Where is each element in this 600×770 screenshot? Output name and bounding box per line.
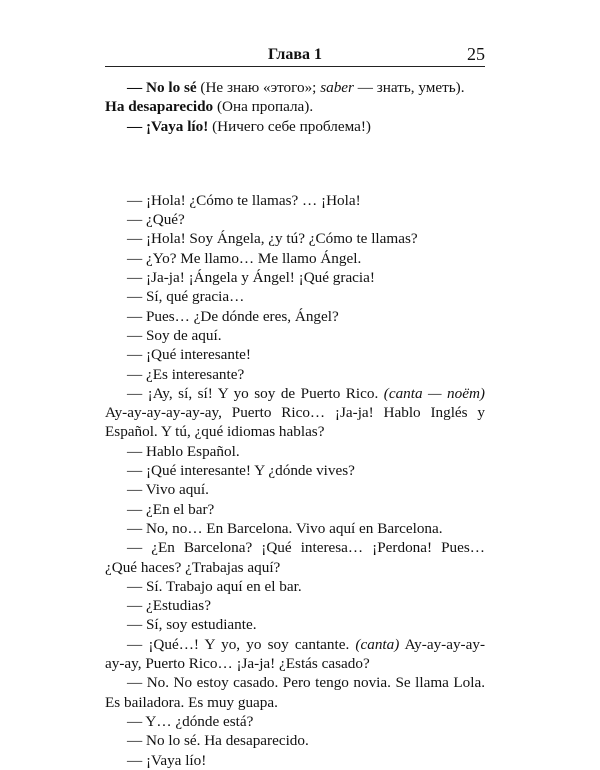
dialogue-line [105, 249, 485, 268]
dialogue-line [105, 635, 485, 674]
stage-direction: (canta — поёт) [383, 384, 485, 402]
dialogue-line [105, 731, 485, 750]
dialogue-line [105, 500, 485, 519]
dialogue-text: — ¿Es interesante? [127, 365, 245, 383]
vocabulary-notes [105, 78, 485, 136]
dialogue-text: Ay-ay-ay-ay-ay-ay, Puerto Rico… ¡Ja-ja! ¿Estás casado? [105, 635, 486, 673]
note-text: — знать, уметь). [353, 79, 465, 96]
note-text: (Она пропала). [213, 98, 314, 116]
dialogue-text: — ¡Hola! Soy Ángela, ¿y tú? ¿Cómo te llamas? [127, 230, 418, 248]
dialogue-text: — ¡Qué interesante! Y ¿dónde vives? [127, 462, 355, 480]
dialogue-text: — Pues… ¿De dónde eres, Ángel? [127, 307, 339, 325]
page-body [105, 78, 485, 770]
dialogue-text: — ¡Ay, sí, sí! Y yo soy de Puerto Rico. [127, 384, 384, 402]
dialogue-line [105, 229, 485, 248]
dialogue-line [105, 191, 485, 210]
note-line [105, 78, 485, 97]
header-rule [105, 66, 485, 67]
dialogue-line [105, 287, 485, 306]
dialogue-text: — ¿Estudias? [127, 597, 211, 615]
chapter-title: Глава 1 [268, 46, 322, 63]
dialogue-text: — No. No estoy casado. Pero tengo novia. Se llama Lola. Es bailadora. Es muy guapa. [105, 674, 485, 711]
dialogue-text: — Sí, soy estudiante. [127, 616, 257, 634]
dialogue-text: — ¡Hola! ¿Cómo te llamas? … ¡Hola! [127, 191, 361, 209]
dialogue-text: — ¡Ja-ja! ¡Ángela y Ángel! ¡Qué gracia! [127, 269, 375, 287]
dialogue-text: — No, no… En Barcelona. Vivo aquí en Barcelona. [127, 519, 443, 537]
stage-direction: (canta) [355, 635, 400, 653]
dialogue-line [105, 480, 485, 499]
dialogue-line [105, 751, 485, 770]
dialogue-line [105, 577, 485, 596]
note-term: — No lo sé [127, 79, 197, 96]
dialogue-text: — Vivo aquí. [127, 481, 209, 499]
dialogue-line [105, 712, 485, 731]
dialogue-text: — ¿En el bar? [127, 500, 215, 518]
dialogue-line [105, 615, 485, 634]
note-line [105, 97, 485, 116]
dialogue-text: — Sí. Trabajo aquí en el bar. [127, 577, 302, 595]
dialogue-line [105, 461, 485, 480]
dialogue [105, 191, 485, 770]
dialogue-line [105, 442, 485, 461]
dialogue-text: — ¡Qué interesante! [127, 346, 251, 364]
page-number: 25 [467, 44, 485, 64]
dialogue-text: — Sí, qué gracia… [127, 288, 245, 306]
dialogue-line [105, 365, 485, 384]
note-line [105, 117, 485, 136]
note-text: (Не знаю «этого»; [196, 79, 321, 96]
dialogue-line [105, 596, 485, 615]
dialogue-text: — ¿En Barcelona? ¡Qué interesa… ¡Perdona! Pues… ¿Qué haces? ¿Trabajas aquí? [105, 539, 485, 576]
section-gap [105, 136, 485, 191]
dialogue-line [105, 519, 485, 538]
dialogue-line [105, 345, 485, 364]
dialogue-line [105, 210, 485, 229]
dialogue-line [105, 307, 485, 326]
note-text: (Ничего себе проблема!) [208, 117, 371, 135]
dialogue-text: — ¿Qué? [127, 211, 185, 229]
dialogue-text: — ¿Yo? Me llamo… Me llamo Ángel. [127, 249, 362, 267]
dialogue-line [105, 538, 485, 577]
dialogue-text: — ¡Qué…! Y yo, yo soy cantante. [127, 635, 356, 653]
dialogue-text: — Soy de aquí. [127, 326, 222, 344]
note-italic: saber [320, 79, 354, 96]
dialogue-text: — Hablo Español. [127, 442, 240, 460]
dialogue-line [105, 326, 485, 345]
note-term: — ¡Vaya lío! [127, 117, 209, 135]
dialogue-line [105, 384, 485, 442]
running-header [105, 44, 485, 68]
note-term: На desaparecido [105, 98, 214, 116]
dialogue-line [105, 673, 485, 712]
dialogue-text: — ¡Vaya lío! [127, 751, 207, 769]
dialogue-text: — Y… ¿dónde está? [127, 712, 254, 730]
dialogue-line [105, 268, 485, 287]
dialogue-text: — No lo sé. Ha desaparecido. [127, 732, 309, 750]
dialogue-text: Ay-ay-ay-ay-ay-ay, Puerto Rico… ¡Ja-ja! Hablo Inglés y Español. Y tú, ¿qué idiomas hablas? [105, 404, 485, 441]
